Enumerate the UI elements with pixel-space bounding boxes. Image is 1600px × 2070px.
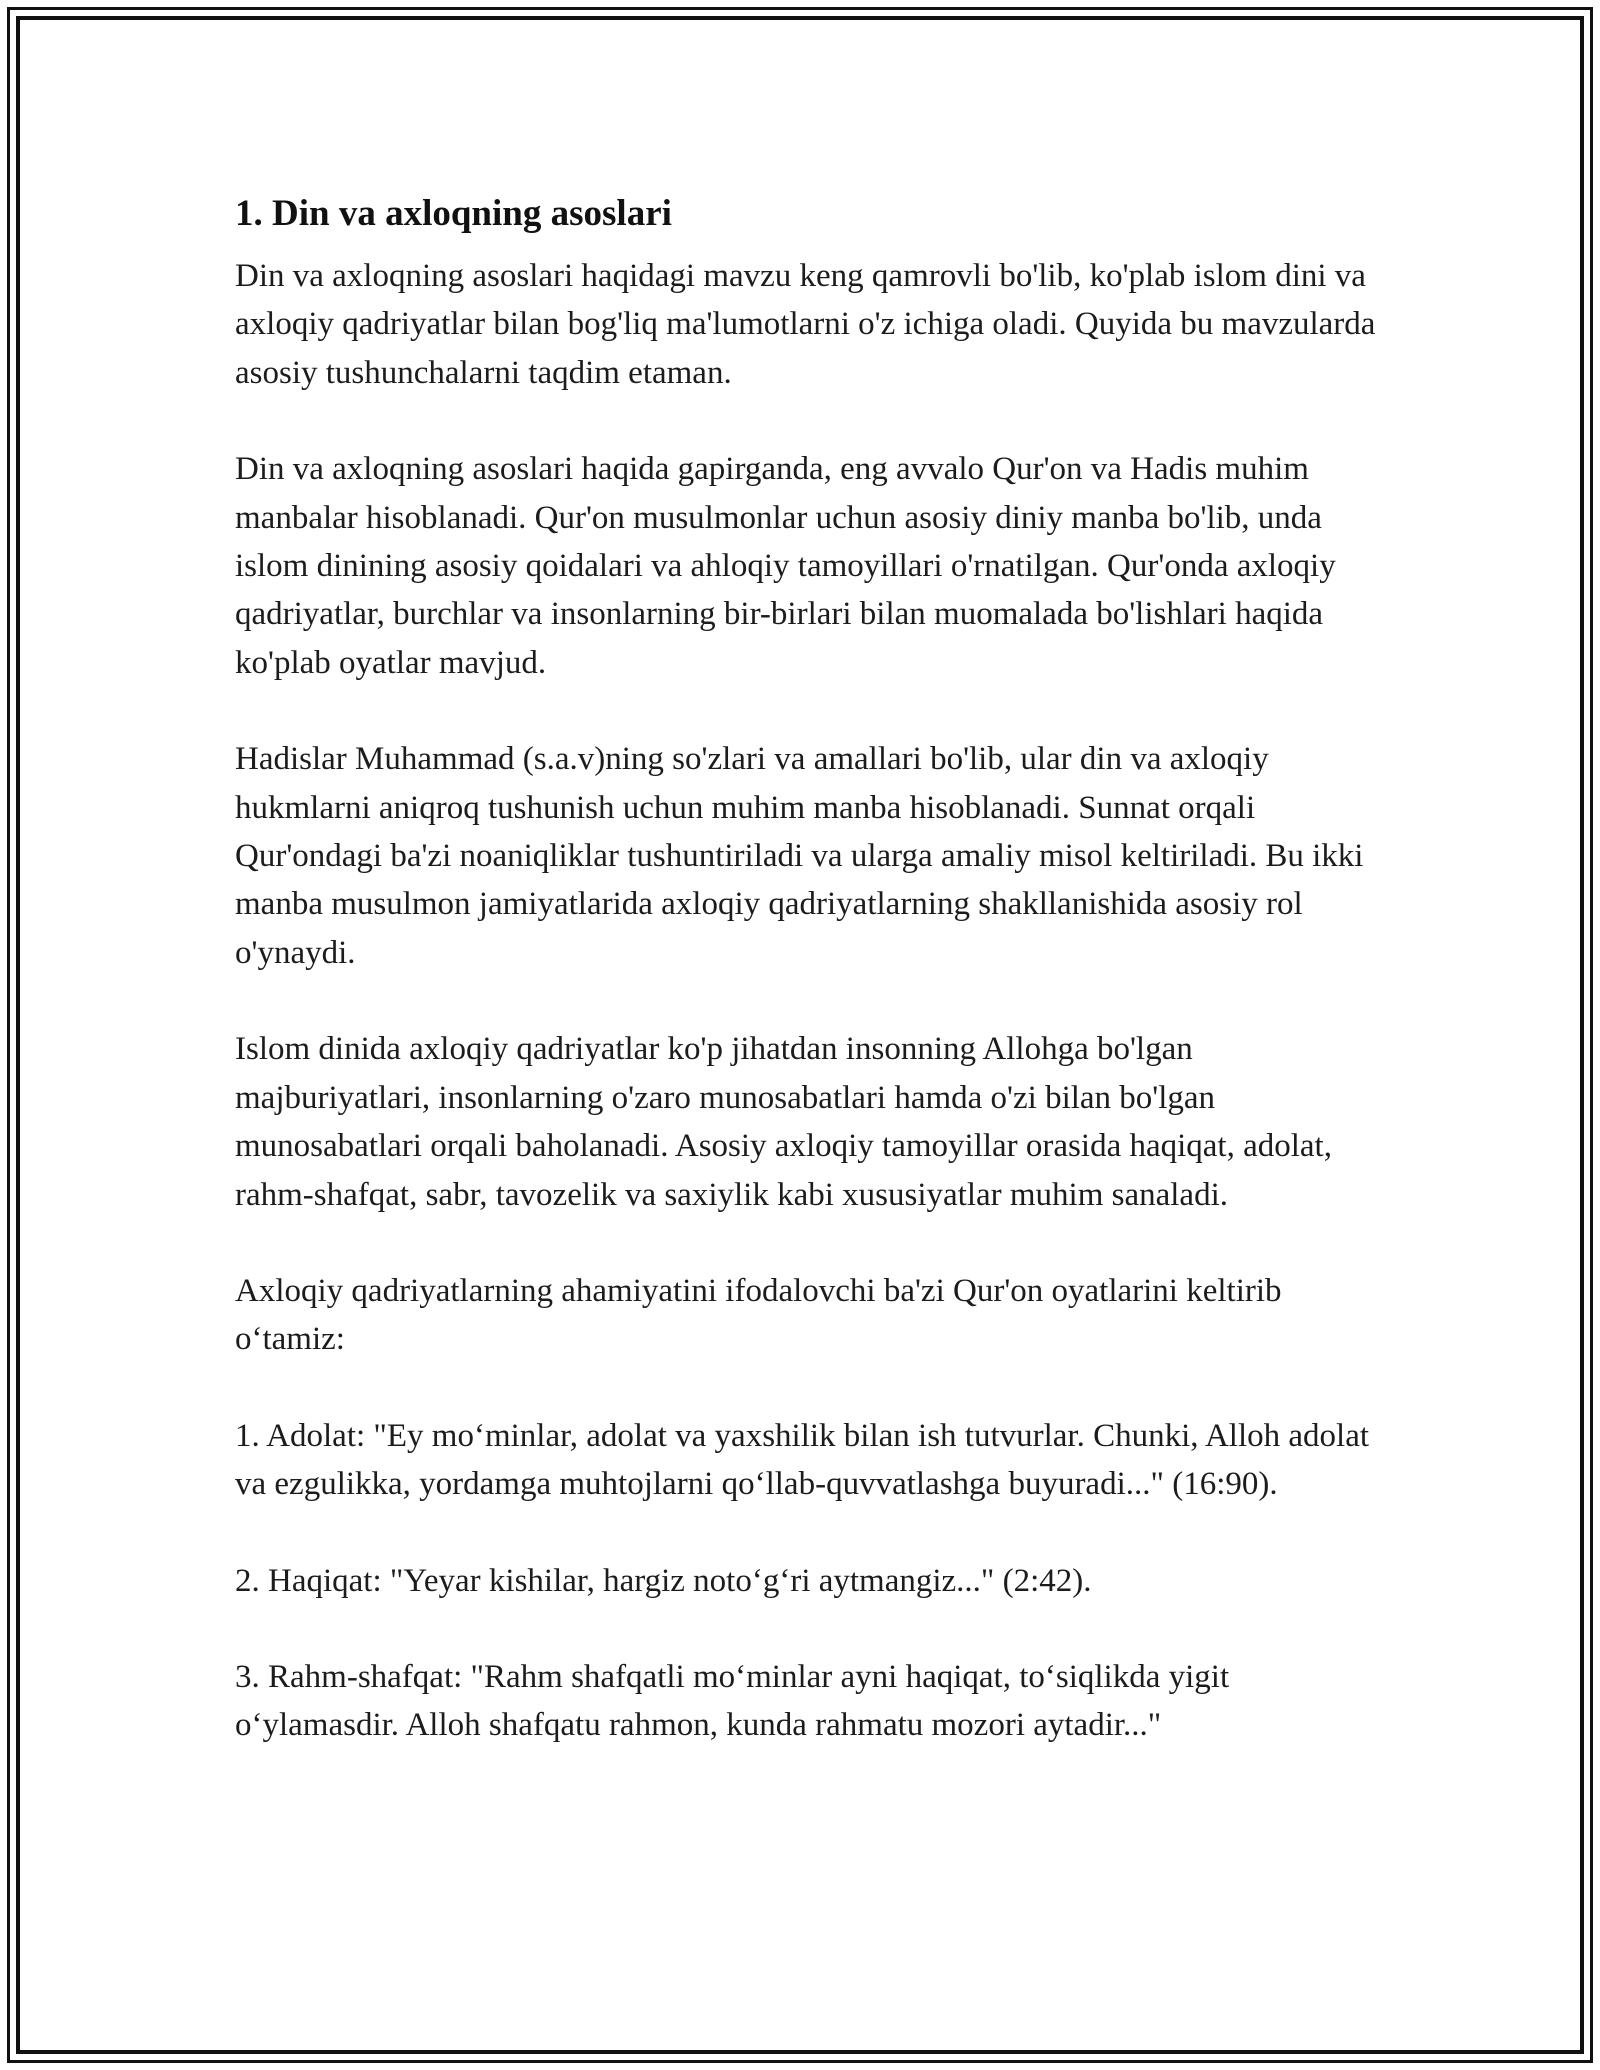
document-body	[235, 186, 1395, 1798]
list-item-haqiqat: 2. Haqiqat: "Yeyar kishilar, hargiz notoʻgʻri aytmangiz..." (2:42).	[235, 1562, 1092, 1599]
paragraph-quran-hadith: Din va axloqning asoslari haqida gapirganda, eng avvalo Qur'on va Hadis muhim manbalar hisoblanadi. Qur'on musulmonlar uchun asosiy diniy manba bo'lib, unda islom dinining asosiy qoidalari va ahloqiy tamoyillari o'rnatilgan. Qur'onda axloqiy qadriyatlar, burchlar va insonlarning bir-birlari bilan muomalada bo'lishlari haqida ko'plab oyatlar mavjud.	[235, 451, 1336, 681]
section-heading: 1. Din va axloqning asoslari	[235, 193, 672, 234]
list-item-rahm-shafqat: 3. Rahm-shafqat: "Rahm shafqatli moʻminlar ayni haqiqat, toʻsiqlikda yigit oʻylamasdir. Alloh shafqatu rahmon, kunda rahmatu mozori aytadir..."	[235, 1658, 1230, 1744]
paragraph-hadislar: Hadislar Muhammad (s.a.v)ning so'zlari va amallari bo'lib, ular din va axloqiy hukmlarni aniqroq tushunish uchun muhim manba hisoblanadi. Sunnat orqali Qur'ondagi ba'zi noaniqliklar tushuntiriladi va ularga amaliy misol keltiriladi. Bu ikki manba musulmon jamiyatlarida axloqiy qadriyatlarning shakllanishida asosiy rol o'ynaydi.	[235, 741, 1364, 971]
paragraph-oyatlar-intro: Axloqiy qadriyatlarning ahamiyatini ifodalovchi ba'zi Qur'on oyatlarini keltirib oʻtamiz:	[235, 1272, 1282, 1358]
paragraph-intro: Din va axloqning asoslari haqidagi mavzu keng qamrovli bo'lib, ko'plab islom dini va axloqiy qadriyatlar bilan bog'liq ma'lumotlarni o'z ichiga oladi. Quyida bu mavzularda asosiy tushunchalarni taqdim etaman.	[235, 258, 1376, 391]
list-item-adolat: 1. Adolat: "Ey moʻminlar, adolat va yaxshilik bilan ish tutvurlar. Chunki, Alloh adolat va ezgulikka, yordamga muhtojlarni qoʻllab-quvvatlashga buyuradi..." (16:90).	[235, 1417, 1370, 1503]
paragraph-axloqiy-qadriyatlar: Islom dinida axloqiy qadriyatlar ko'p jihatdan insonning Allohga bo'lgan majburiyatlari, insonlarning o'zaro munosabatlari hamda o'zi bilan bo'lgan munosabatlari orqali baholanadi. Asosiy axloqiy tamoyillar orasida haqiqat, adolat, rahm-shafqat, sabr, tavozelik va saxiylik kabi xususiyatlar muhim sanaladi.	[235, 1031, 1332, 1213]
